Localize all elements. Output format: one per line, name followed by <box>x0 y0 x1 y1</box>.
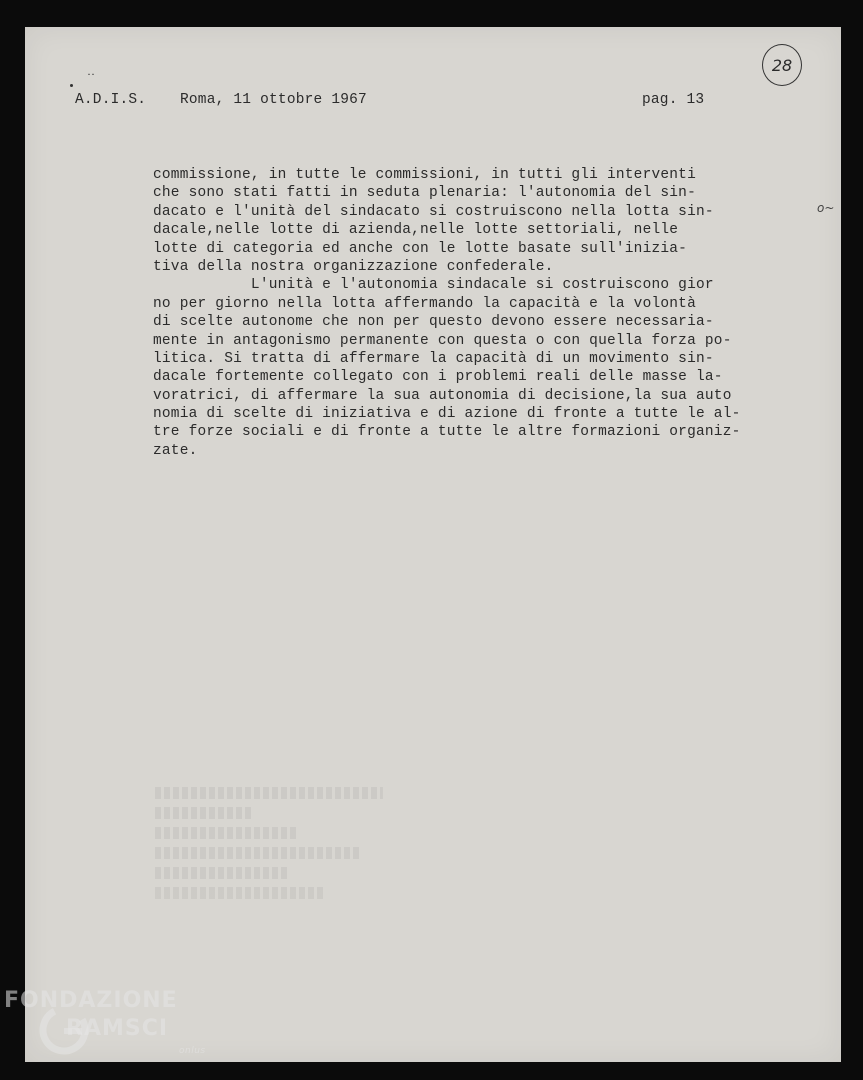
text-line: tiva della nostra organizzazione confederale. <box>153 258 554 275</box>
header-org: A.D.I.S. <box>75 92 147 108</box>
text-line: lotte di categoria ed anche con le lotte basate sull'inizia- <box>153 240 688 257</box>
text-line: dacale,nelle lotte di azienda,nelle lotte settoriali, nelle <box>153 222 679 239</box>
watermark-sub: onlus <box>179 1046 206 1056</box>
text-line: tre forze sociali e di fronte a tutte le altre formazioni organiz- <box>153 424 741 441</box>
text-line: nomia di scelte di iniziativa e di azione di fronte a tutte le al- <box>153 406 741 423</box>
body-text <box>153 166 793 460</box>
handwritten-margin-mark: o~ <box>817 201 835 215</box>
text-line: commissione, in tutte le commissioni, in tutti gli interventi <box>153 167 696 183</box>
text-line: voratrici, di affermare la sua autonomia di decisione,la sua auto <box>153 387 732 404</box>
text-line: dacato e l'unità del sindacato si costruiscono nella lotta sin- <box>153 203 714 220</box>
faint-show-through-text <box>155 787 395 907</box>
header-page-number: pag. 13 <box>642 92 705 108</box>
archive-watermark <box>4 988 206 1056</box>
text-line: che sono stati fatti in seduta plenaria: l'autonomia del sin- <box>153 185 696 202</box>
text-line: litica. Si tratta di affermare la capacità di un movimento sin- <box>153 350 714 367</box>
header-date: Roma, 11 ottobre 1967 <box>180 92 367 108</box>
document-page <box>25 27 841 1062</box>
text-line: dacale fortemente collegato con i problemi reali delle masse la- <box>153 369 723 386</box>
watermark-line2: RAMSCI <box>66 1016 169 1041</box>
ink-dots: ·· <box>87 67 95 81</box>
ink-dot <box>70 84 73 87</box>
text-line: mente in antagonismo permanente con questa o con quella forza po- <box>153 332 732 349</box>
text-line: di scelte autonome che non per questo devono essere necessaria- <box>153 314 714 331</box>
text-line: L'unità e l'autonomia sindacale si costruiscono gior <box>153 277 714 294</box>
circled-page-number: 28 <box>762 44 802 86</box>
text-line: zate. <box>153 442 198 459</box>
watermark-line1: FONDAZIONE <box>4 988 178 1013</box>
text-line: no per giorno nella lotta affermando la capacità e la volontà <box>153 295 696 312</box>
